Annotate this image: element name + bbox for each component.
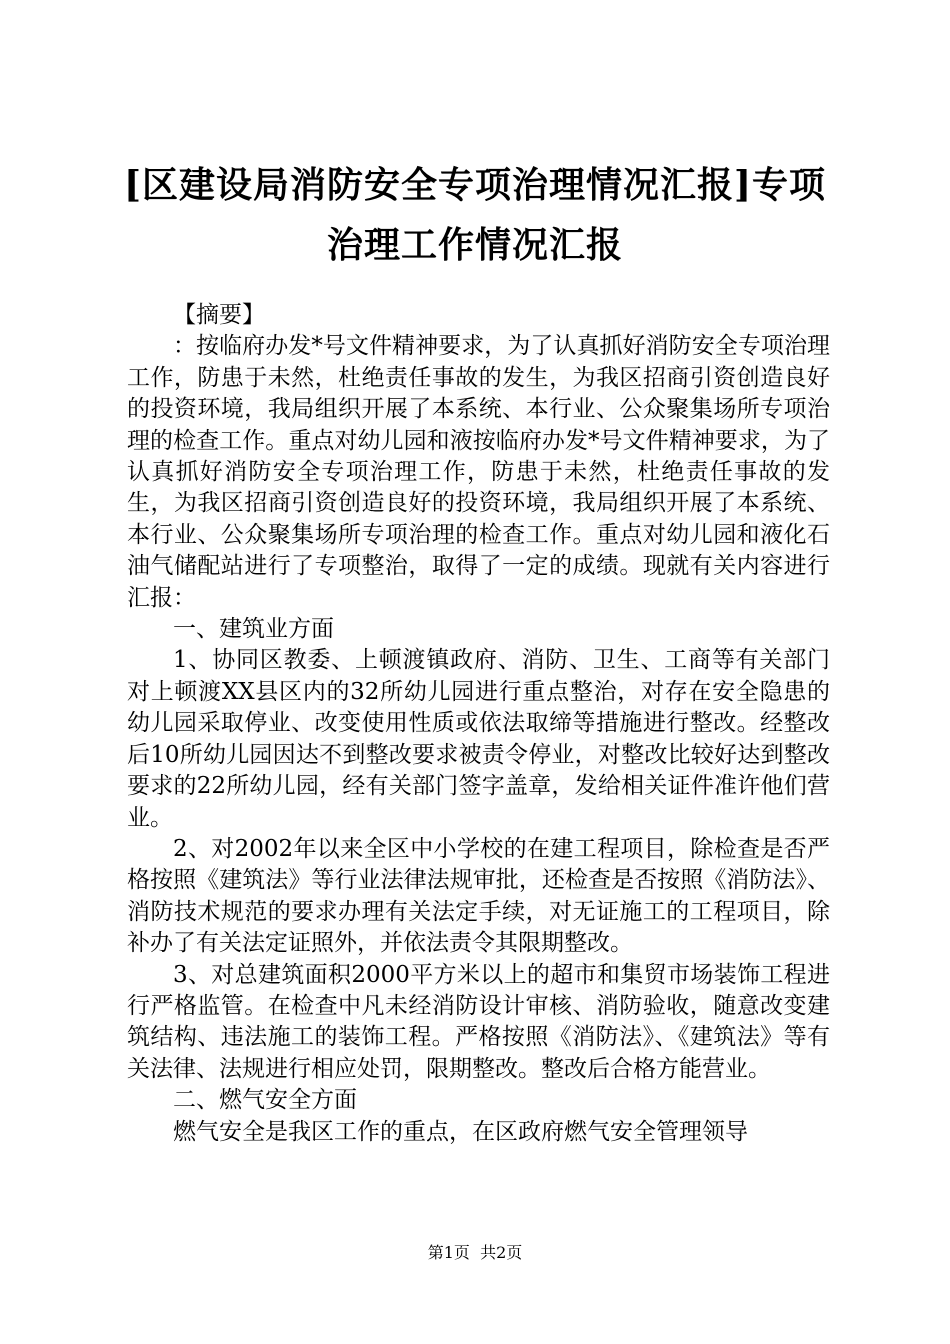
document-title: [区建设局消防安全专项治理情况汇报]专项治理工作情况汇报 <box>123 164 827 266</box>
page-footer <box>0 1243 950 1263</box>
paragraph-item-3: 3、对总建筑面积2000平方米以上的超市和集贸市场装饰工程进行严格监管。在检查中凡未经消防设计审核、消防验收，随意改变建筑结构、违法施工的装饰工程。严格按照《消防法》、《建筑法》等有关法律、法规进行相应处罚，限期整改。整改后合格方能营业。 <box>127 961 830 1082</box>
paragraph-item-2: 2、对2002年以来全区中小学校的在建工程项目，除检查是否严格按照《建筑法》等行业法律法规审批，还检查是否按照《消防法》、消防技术规范的要求办理有关法定手续，对无证施工的工程项目，除补办了有关法定证照外，并依法责令其限期整改。 <box>127 835 830 957</box>
abstract-paragraph: ：按临府办发*号文件精神要求，为了认真抓好消防安全专项治理工作，防患于未然，杜绝责任事故的发生，为我区招商引资创造良好的投资环境，我局组织开展了本系统、本行业、公众聚集场所专项治理的检查工作。重点对幼儿园和液按临府办发*号文件精神要求，为了认真抓好消防安全专项治理工作，防患于未然，杜绝责任事故的发生，为我区招商引资创造良好的投资环境，我局组织开展了本系统、本行业、公众聚集场所专项治理的检查工作。重点对幼儿园和液化石油气储配站进行了专项整治，取得了一定的成绩。现就有关内容进行汇报： <box>127 333 830 611</box>
abstract-heading: 【摘要】 <box>173 302 265 328</box>
paragraph-gas-safety: 燃气安全是我区工作的重点，在区政府燃气安全管理领导 <box>173 1118 748 1145</box>
paragraph-item-1: 1、协同区教委、上顿渡镇政府、消防、卫生、工商等有关部门对上顿渡XX县区内的32所幼儿园进行重点整治，对存在安全隐患的幼儿园采取停业、改变使用性质或依法取缔等措施进行整改。经整改后10所幼儿园因达不到整改要求被责令停业，对整改比较好达到整改要求的22所幼儿园，经有关部门签字盖章，发给相关证件准许他们营业。 <box>127 647 830 831</box>
section-heading-gas: 二、燃气安全方面 <box>173 1087 357 1114</box>
section-heading-construction: 一、建筑业方面 <box>173 616 334 643</box>
page-number: 第1页 <box>427 1243 470 1262</box>
page-total: 共2页 <box>480 1243 523 1262</box>
document-body <box>127 300 830 1148</box>
